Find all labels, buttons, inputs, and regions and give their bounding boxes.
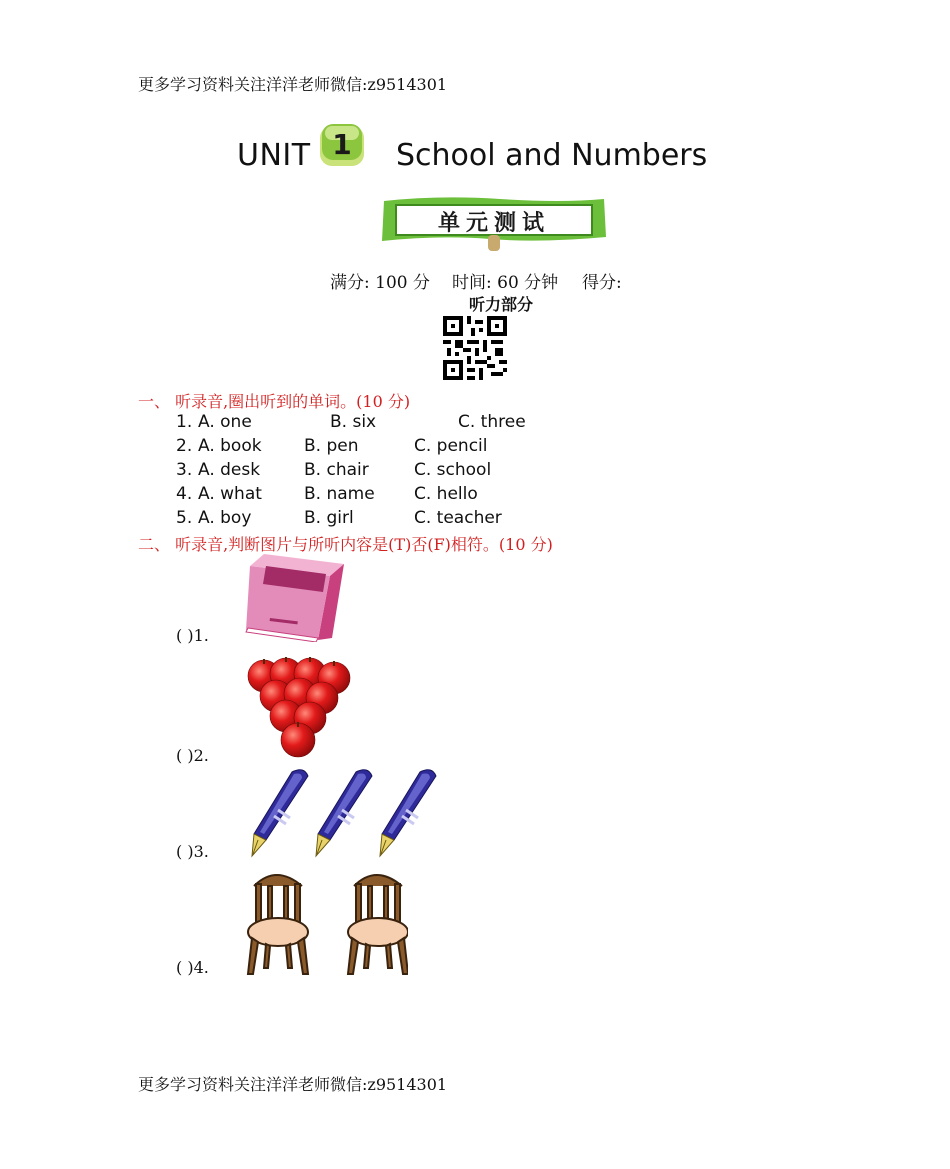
full-score: 满分: 100 分 [330, 273, 430, 293]
question-number: 4. [176, 484, 193, 504]
question-number: 3. [176, 460, 193, 480]
option-a[interactable]: A. boy [198, 508, 252, 528]
pens-icon [244, 766, 440, 864]
time-limit: 时间: 60 分钟 [452, 273, 559, 293]
option-b[interactable]: B. chair [304, 460, 369, 480]
option-c[interactable]: C. hello [414, 484, 478, 504]
option-b[interactable]: B. girl [304, 508, 354, 528]
question-number: 2. [176, 436, 193, 456]
answer-blank-3[interactable]: ( )3. [176, 842, 209, 861]
option-c[interactable]: C. teacher [414, 508, 502, 528]
score-field: 得分: [582, 273, 622, 293]
option-b[interactable]: B. six [330, 412, 377, 432]
answer-blank-1[interactable]: ( )1. [176, 626, 209, 645]
qr-code-icon [443, 316, 507, 380]
option-b[interactable]: B. pen [304, 436, 359, 456]
title-name: School and Numbers [396, 138, 708, 173]
unit-number: 1 [332, 128, 352, 161]
option-a[interactable]: A. one [198, 412, 252, 432]
unit-number-badge [318, 122, 366, 168]
option-a[interactable]: A. what [198, 484, 262, 504]
section-1-heading: 一、 听录音,圈出听到的单词。(10 分) [138, 392, 411, 411]
option-c[interactable]: C. three [458, 412, 526, 432]
header-note: 更多学习资料关注洋洋老师微信:z9514301 [138, 75, 448, 94]
option-b[interactable]: B. name [304, 484, 375, 504]
footer-note: 更多学习资料关注洋洋老师微信:z9514301 [138, 1075, 448, 1094]
banner-label: 单元测试 [437, 211, 551, 236]
option-c[interactable]: C. school [414, 460, 492, 480]
option-c[interactable]: C. pencil [414, 436, 488, 456]
unit-test-banner [380, 193, 608, 257]
section-2-heading: 二、 听录音,判断图片与所听内容是(T)否(F)相符。(10 分) [138, 535, 553, 554]
title-unit: UNIT [237, 138, 311, 173]
question-number: 1. [176, 412, 193, 432]
question-number: 5. [176, 508, 193, 528]
book-icon [244, 552, 348, 646]
chairs-icon [244, 864, 408, 980]
answer-blank-2[interactable]: ( )2. [176, 746, 209, 765]
option-a[interactable]: A. book [198, 436, 262, 456]
answer-blank-4[interactable]: ( )4. [176, 958, 209, 977]
listening-part-title: 听力部分 [469, 295, 534, 314]
apples-icon [246, 656, 354, 764]
option-a[interactable]: A. desk [198, 460, 261, 480]
